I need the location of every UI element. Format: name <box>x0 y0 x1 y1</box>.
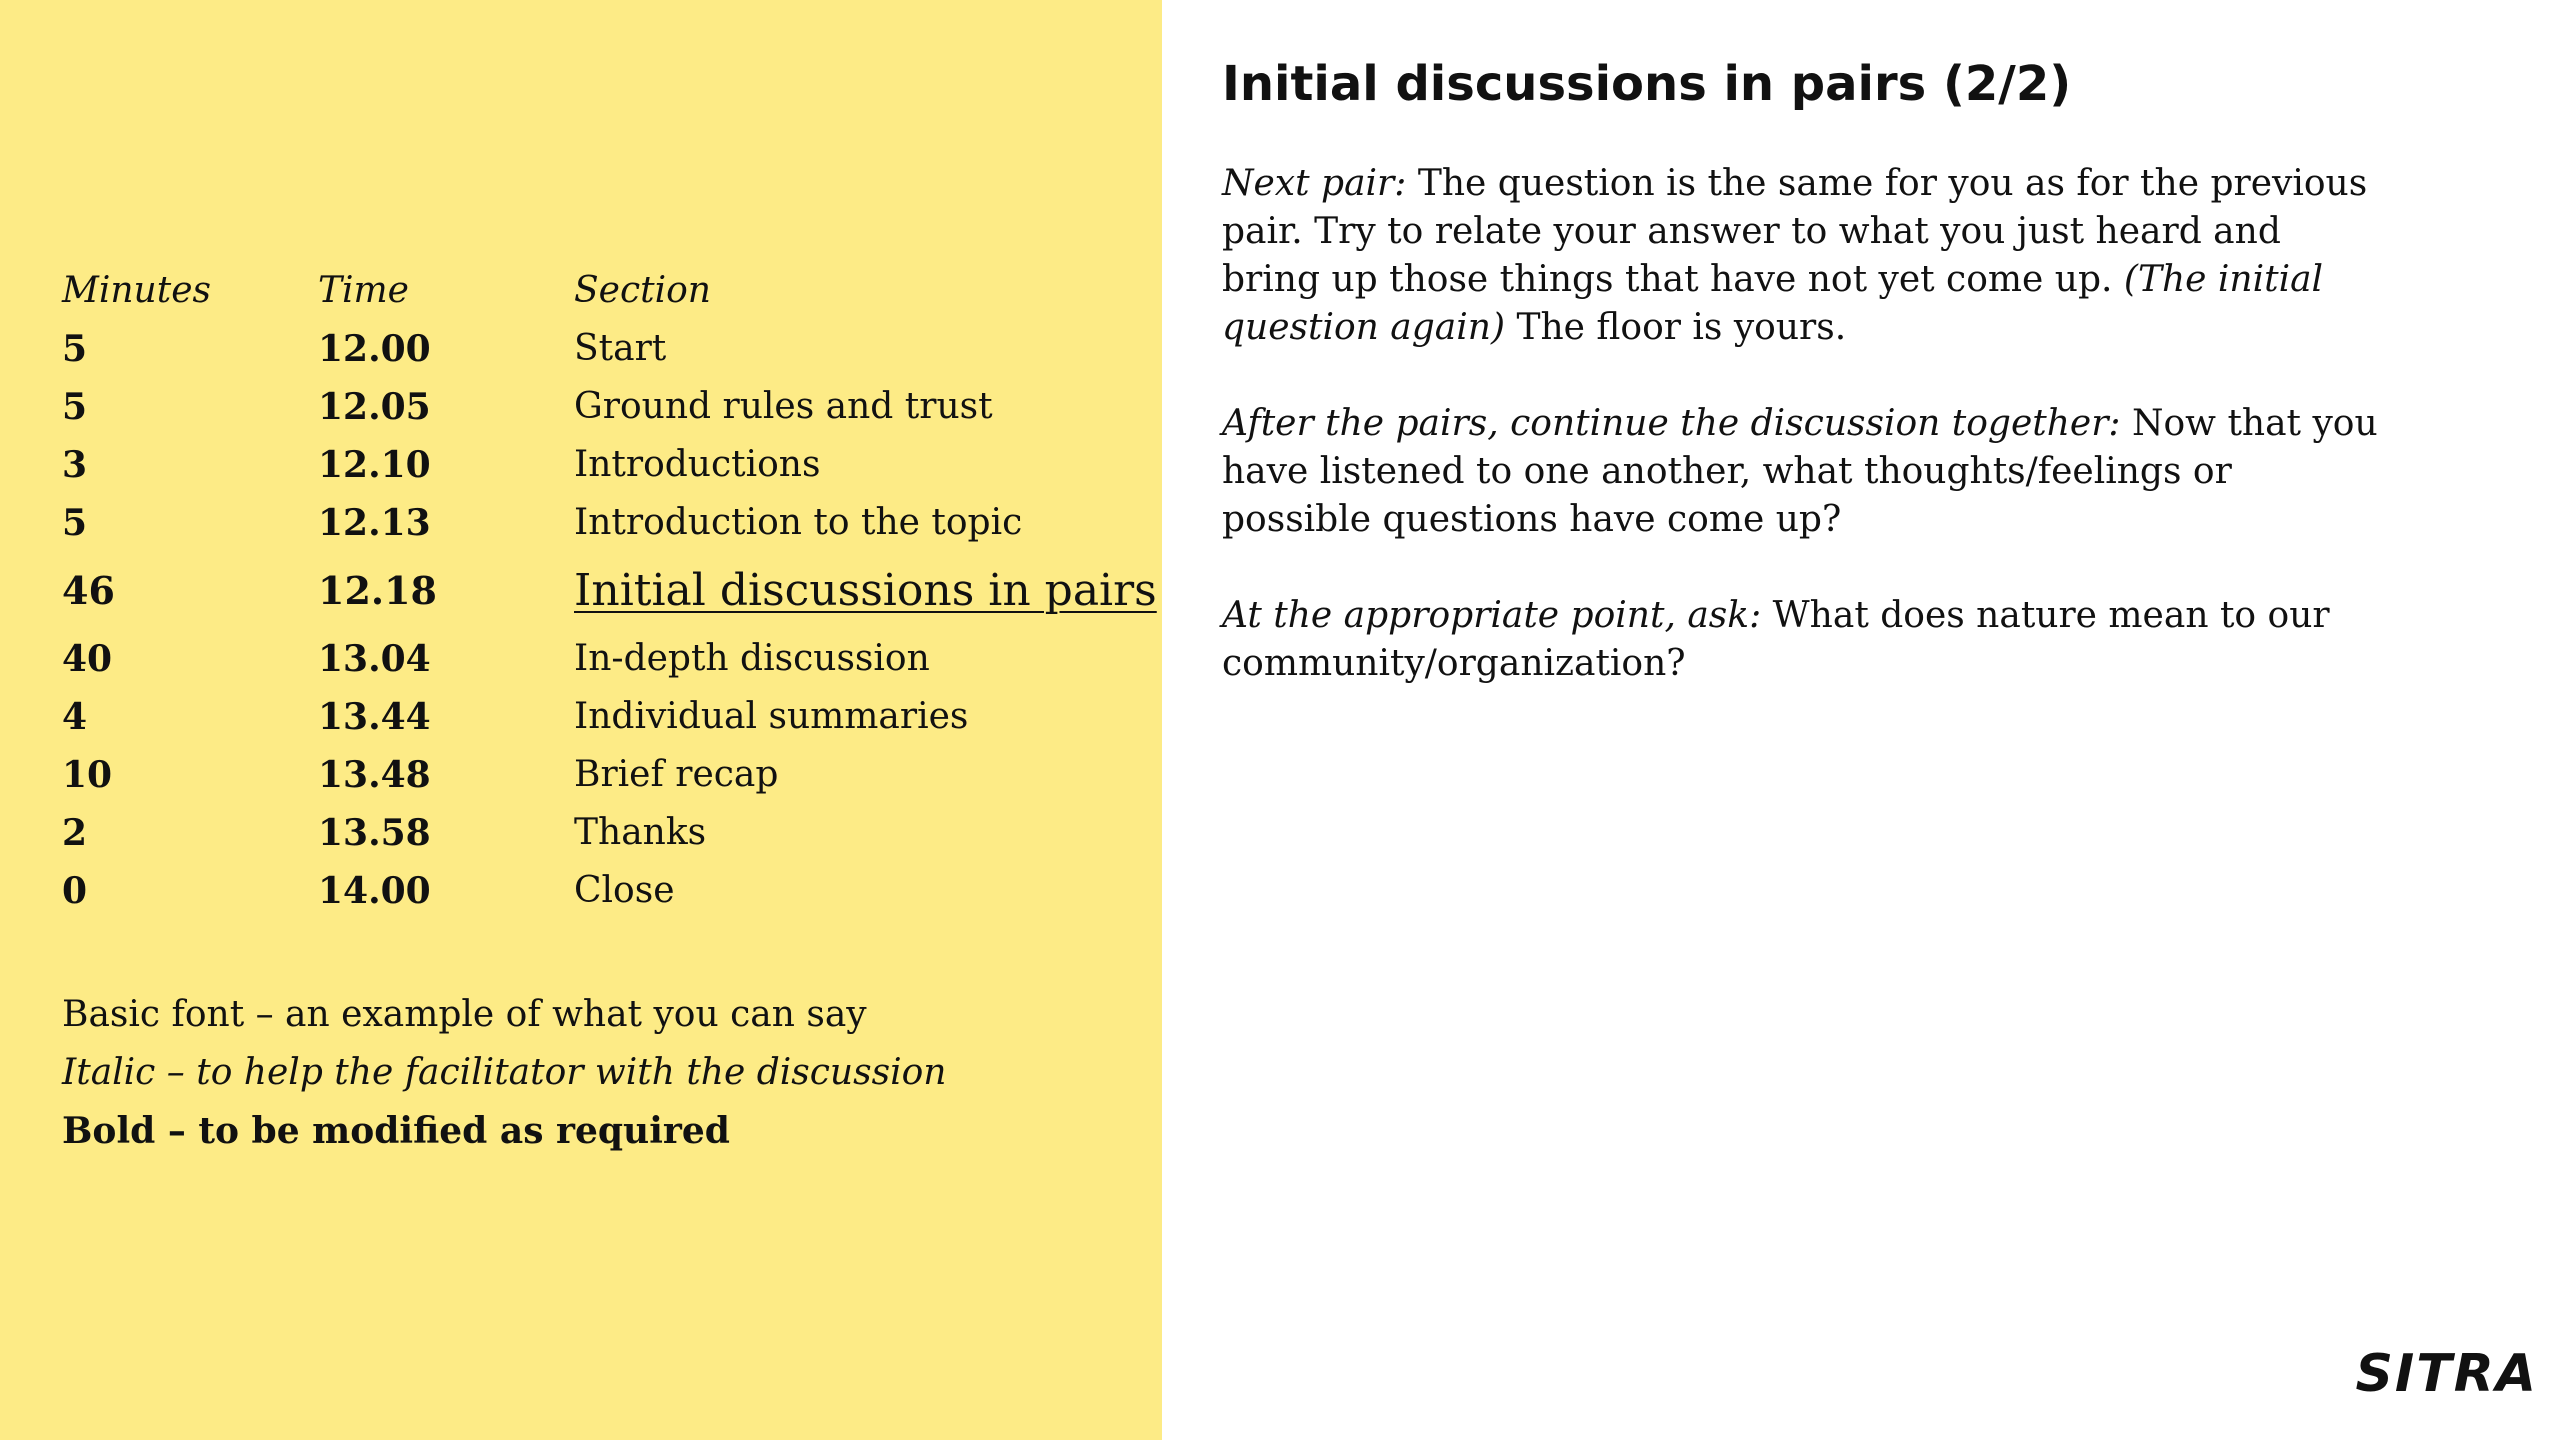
row-section: Individual summaries <box>574 696 969 737</box>
row-minutes: 3 <box>62 444 88 486</box>
row-time: 13.44 <box>318 696 431 738</box>
row-section: Ground rules and trust <box>574 386 993 427</box>
paragraph-ask <box>1222 592 2382 688</box>
paragraph-text: Now that you have listened to one another, what thoughts/feelings or possible questions have come up? <box>1222 403 2378 540</box>
row-minutes: 10 <box>62 754 113 796</box>
row-time: 12.00 <box>318 328 431 370</box>
row-section: Introduction to the topic <box>574 502 1023 543</box>
facilitator-note: Next pair: <box>1222 163 1407 204</box>
row-section: Thanks <box>574 812 707 853</box>
agenda-row-current <box>62 552 1157 630</box>
slide-title: Initial discussions in pairs (2/2) <box>1222 56 2072 112</box>
row-minutes: 2 <box>62 812 88 854</box>
paragraph-text: The floor is yours. <box>1505 307 1847 348</box>
facilitator-note: After the pairs, continue the discussion together: <box>1222 403 2121 444</box>
agenda-header-row <box>62 262 1142 320</box>
row-minutes: 46 <box>62 568 115 613</box>
agenda-row <box>62 378 1142 436</box>
agenda-row <box>62 862 1142 920</box>
minutes-column-header: Minutes <box>62 270 211 311</box>
agenda-row <box>62 320 1142 378</box>
row-time: 12.10 <box>318 444 431 486</box>
row-minutes: 40 <box>62 638 113 680</box>
row-section: Introductions <box>574 444 821 485</box>
facilitator-note: At the appropriate point, ask: <box>1222 595 1762 636</box>
row-time: 13.04 <box>318 638 431 680</box>
font-legend <box>62 986 946 1160</box>
legend-italic: Italic – to help the facilitator with the discussion <box>62 1052 947 1093</box>
row-section: Brief recap <box>574 754 779 795</box>
section-column-header: Section <box>574 270 711 311</box>
row-minutes: 5 <box>62 328 88 370</box>
paragraph-text: What does nature mean to our community/organization? <box>1222 595 2330 684</box>
paragraph-after-pairs <box>1222 400 2382 544</box>
agenda-panel <box>0 0 1162 1440</box>
sitra-logo: SITRA <box>2355 1344 2538 1404</box>
agenda-row <box>62 746 1142 804</box>
agenda-row <box>62 494 1142 552</box>
legend-bold: Bold – to be modified as required <box>62 1110 730 1152</box>
row-time: 14.00 <box>318 870 431 912</box>
row-section: Start <box>574 328 667 369</box>
row-time: 12.13 <box>318 502 431 544</box>
row-minutes: 5 <box>62 502 88 544</box>
row-time: 12.18 <box>318 568 437 613</box>
time-column-header: Time <box>318 270 409 311</box>
slide-body <box>1222 160 2382 736</box>
paragraph-text: The question is the same for you as for the previous pair. Try to relate your answer to what you just heard and bring up those things that have not yet come up. <box>1222 163 2368 300</box>
current-section-link[interactable]: Initial discussions in pairs <box>574 565 1157 616</box>
agenda-table <box>62 262 1157 920</box>
legend-basic: Basic font – an example of what you can say <box>62 994 867 1035</box>
row-minutes: 0 <box>62 870 88 912</box>
agenda-row <box>62 630 1142 688</box>
row-section: In-depth discussion <box>574 638 930 679</box>
paragraph-next-pair <box>1222 160 2382 352</box>
row-time: 13.58 <box>318 812 431 854</box>
agenda-row <box>62 688 1142 746</box>
row-section: Close <box>574 870 675 911</box>
row-time: 12.05 <box>318 386 431 428</box>
row-minutes: 4 <box>62 696 88 738</box>
row-minutes: 5 <box>62 386 88 428</box>
row-time: 13.48 <box>318 754 431 796</box>
agenda-row <box>62 804 1142 862</box>
facilitator-note: (The initial question again) <box>1222 259 2324 348</box>
agenda-row <box>62 436 1142 494</box>
